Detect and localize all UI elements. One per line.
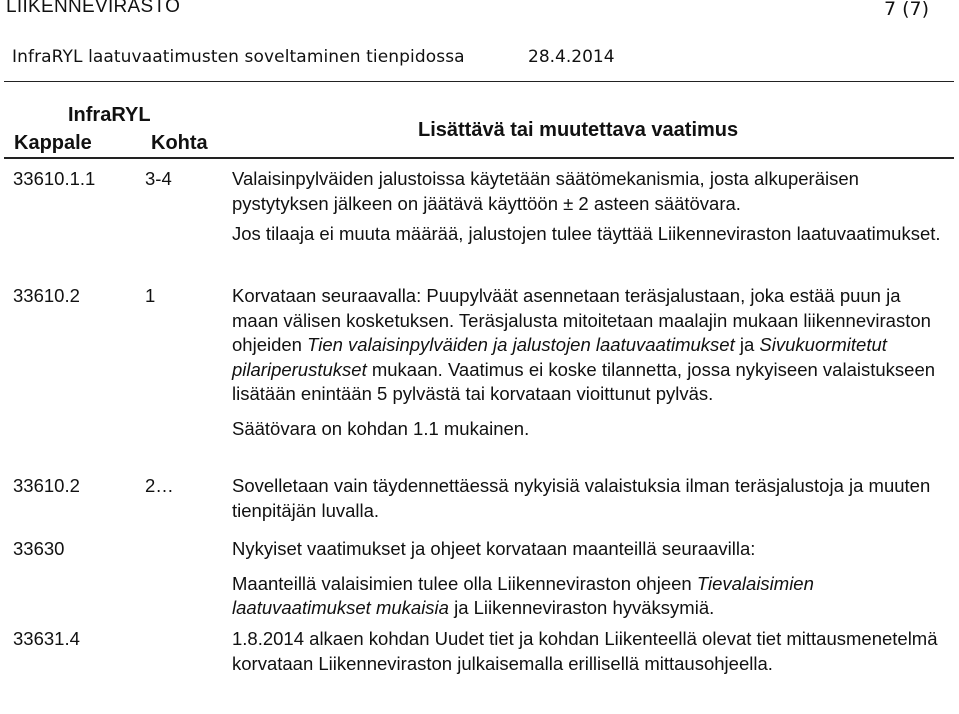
row-requirement <box>232 474 946 523</box>
text-run: Korvataan seuraavalla: Puupylväät asennetaan teräsjalustaan, joka estää puun ja maan välisen kosketuksen. Teräsjalusta mitoitetaan maalajin mukaan liikenneviraston ohjeiden <box>232 285 931 356</box>
row-kohta: 2… <box>145 475 174 496</box>
header-kohta: Kohta <box>151 132 208 154</box>
row-requirement <box>232 627 946 676</box>
row-kappale: 33631.4 <box>13 628 80 649</box>
document-date: 28.4.2014 <box>528 47 615 67</box>
row-kappale: 33630 <box>13 538 65 559</box>
row-kappale: 33610.2 <box>13 285 80 306</box>
text-run: Maanteillä valaisimien tulee olla Liikenneviraston ohjeen <box>232 572 697 594</box>
document-reference: Tien valaisinpylväiden ja jalustojen laatuvaatimukset <box>307 334 735 356</box>
row-requirement <box>232 537 946 621</box>
page-number: 7 (7) <box>883 0 929 20</box>
requirement-paragraph: Valaisinpylväiden jalustoissa käytetään säätömekanismia, josta alkuperäisen pystytyksen jälkeen on jäätävä käyttöön ± 2 asteen säätövara. <box>232 168 859 214</box>
requirement-paragraph: Sovelletaan vain täydennettäessä nykyisiä valaistuksia ilman teräsjalustoja ja muuten tienpitäjän luvalla. <box>232 475 931 521</box>
text-run: ja Liikenneviraston hyväksymiä. <box>448 597 715 619</box>
requirement-paragraph: Säätövara on kohdan 1.1 mukainen. <box>232 417 530 439</box>
requirement-paragraph: Jos tilaaja ei muuta määrää, jalustojen tulee täyttää Liikenneviraston laatuvaatimukset. <box>232 223 941 245</box>
organization-name: LIIKENNEVIRASTO <box>6 0 181 17</box>
table-top-rule <box>4 81 954 82</box>
requirement-paragraph <box>232 572 946 621</box>
header-kappale: Kappale <box>14 132 92 154</box>
document-reference: Tievalaisimien laatuvaatimukset mukaisia <box>232 572 814 619</box>
row-kohta: 3-4 <box>145 168 172 189</box>
header-requirement: Lisättävä tai muutettava vaatimus <box>418 119 739 141</box>
row-kappale: 33610.2 <box>13 475 80 496</box>
row-requirement <box>232 167 946 247</box>
row-kohta: 1 <box>145 285 156 306</box>
requirement-paragraph: Nykyiset vaatimukset ja ohjeet korvataan maanteillä seuraavilla: <box>232 538 756 559</box>
text-run: mukaan. Vaatimus ei koske tilannetta, jossa nykyiseen valaistukseen lisätään enintään 5 pylvästä tai korvataan vioittunut pylväs. <box>232 358 936 405</box>
row-requirement <box>232 284 946 442</box>
document-reference: Sivukuormitetut pilariperustukset <box>232 334 887 380</box>
header-bottom-rule <box>4 157 954 159</box>
requirement-paragraph <box>232 284 946 407</box>
row-kappale: 33610.1.1 <box>13 168 96 189</box>
document-subtitle: InfraRYL laatuvaatimusten soveltaminen tienpidossa <box>12 47 465 67</box>
header-infraryl: InfraRYL <box>68 104 151 126</box>
text-run: ja <box>734 334 760 356</box>
requirement-paragraph: 1.8.2014 alkaen kohdan Uudet tiet ja kohdan Liikenteellä olevat tiet mittausmenetelmä korvataan Liikenneviraston julkaisemalla erillisellä mittausohjeella. <box>232 628 938 674</box>
